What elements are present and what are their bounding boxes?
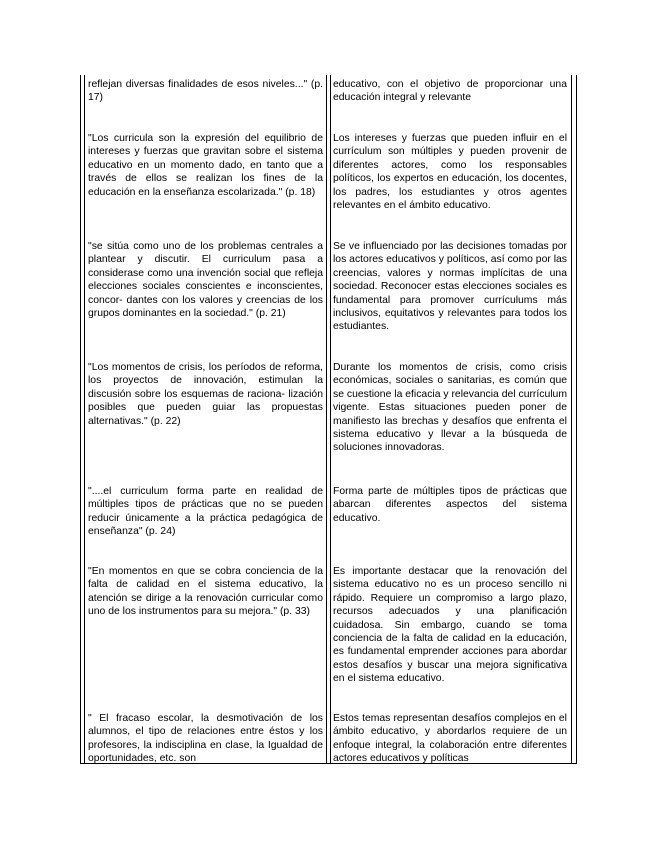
quote-cell: "Los curricula son la expresión del equilibrio de intereses y fuerzas que gravitan sobre el sistema educativo en un momento dado, en tanto que a través de ellos se realizan los fines de la educación en la enseñanza escolarizada." (p. 18) bbox=[88, 133, 323, 198]
table-border-left-inner bbox=[84, 75, 85, 763]
comment-cell: Durante los momentos de crisis, como crisis económicas, sociales o sanitarias, es común que se cuestione la eficacia y relevancia del currículum vigente. Estas situaciones pueden poner de manifiesto las brechas y desafíos que enfrenta el sistema educativo y llevar a la búsqueda de soluciones innovadoras. bbox=[333, 362, 567, 454]
comment-cell: Es importante destacar que la renovación del sistema educativo no es un proceso sencillo ni rápido. Requiere un compromiso a largo plazo, recursos adecuados y una planificación cuidadosa. Sin embargo, cuando se toma conciencia de la falta de calidad en la educación, es fundamental emprender acciones para abordar estos desafíos y buscar una mejora significativa en el sistema educativo. bbox=[333, 566, 567, 685]
quote-cell: "Los momentos de crisis, los períodos de reforma, los proyectos de innovación, estimulan la discusión sobre los esquemas de raciona- lización posibles que pueden guiar las propuestas alternativas." (p. 22) bbox=[88, 362, 323, 427]
comment-cell: educativo, con el objetivo de proporcionar una educación integral y relevante bbox=[333, 79, 567, 104]
table-border-right-outer bbox=[576, 75, 577, 763]
comment-cell: Estos temas representan desafíos complejos en el ámbito educativo, y abordarlos requiere de un enfoque integral, la colaboración entre diferentes actores educativos y políticas bbox=[333, 713, 567, 765]
table-border-left-outer bbox=[80, 75, 81, 763]
quote-cell: reflejan diversas finalidades de esos niveles..." (p. 17) bbox=[88, 79, 323, 104]
comment-cell: Se ve influenciado por las decisiones tomadas por los actores educativos y políticos, así como por las creencias, valores y normas implícitas de una sociedad. Reconocer estas elecciones sociales es fundamental para promover currículums más inclusivos, equitativos y relevantes para todos los estudiantes. bbox=[333, 241, 567, 333]
quote-cell: "....el curriculum forma parte en realidad de múltiples tipos de prácticas que no se pueden reducir únicamente a la práctica pedagógica de enseñanza" (p. 24) bbox=[88, 486, 323, 538]
quote-cell: "En momentos en que se cobra conciencia de la falta de calidad en el sistema educativo, la atención se dirige a la renovación curricular como uno de los instrumentos para su mejora." (p. 33) bbox=[88, 566, 323, 618]
column-divider-right bbox=[330, 75, 331, 763]
quote-cell: "se sitúa como uno de los problemas centrales a plantear y discutir. El curriculum pasa a considerase como una invención social que refleja elecciones sociales conscientes e inconscientes, concor- dantes con los valores y creencias de los grupos dominantes en la sociedad." (p. 21) bbox=[88, 241, 323, 320]
comment-cell: Forma parte de múltiples tipos de prácticas que abarcan diferentes aspectos del sistema educativo. bbox=[333, 486, 567, 524]
comment-cell: Los intereses y fuerzas que pueden influir en el currículum son múltiples y pueden provenir de diferentes actores, como los responsables políticos, los expertos en educación, los docentes, los padres, los estudiantes y otros agentes relevantes en el ámbito educativo. bbox=[333, 133, 567, 212]
table-border-right-inner bbox=[571, 75, 572, 763]
column-divider-left bbox=[326, 75, 327, 763]
quote-cell: " El fracaso escolar, la desmotivación de los alumnos, el tipo de relaciones entre éstos y los profesores, la indisciplina en clase, la Igualdad de oportunidades, etc. son bbox=[88, 713, 323, 765]
